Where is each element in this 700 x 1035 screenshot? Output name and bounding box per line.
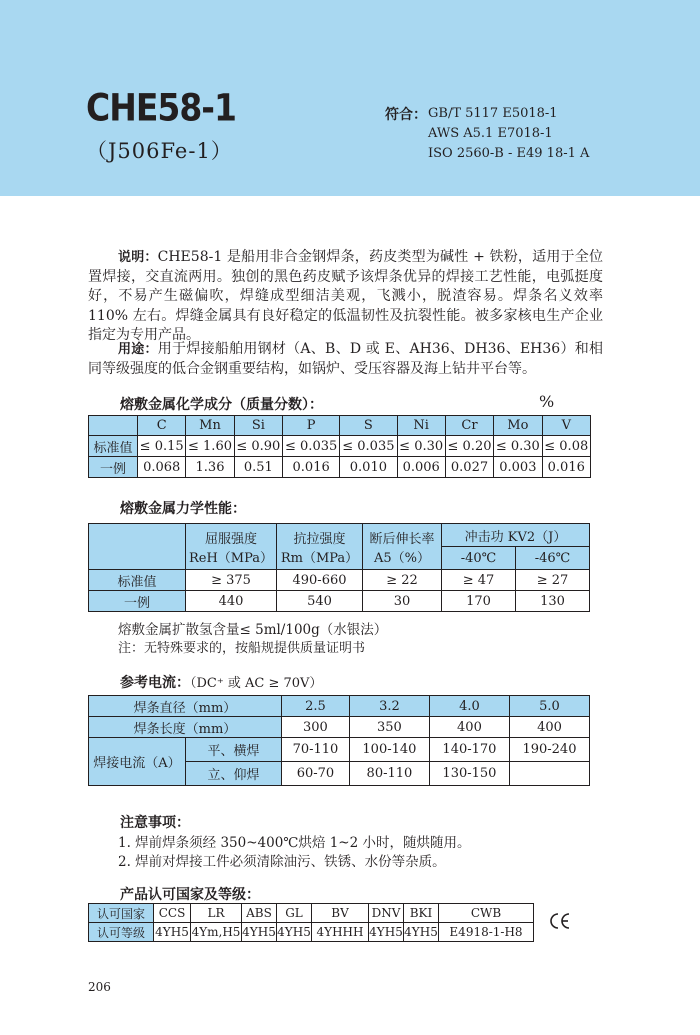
approval-row-label: 认可国家: [89, 904, 154, 923]
note-item: 2. 焊前对焊接工件必须清除油污、铁锈、水份等杂质。: [118, 854, 446, 870]
chem-header-cell: Ni: [397, 416, 445, 436]
position-label: 平、横焊: [186, 738, 282, 762]
chem-table: [88, 415, 591, 478]
country-cell: GL: [277, 904, 312, 923]
mech-row: [89, 570, 590, 591]
mech-header-row: [89, 524, 590, 547]
current-cell: 140-170: [429, 738, 509, 762]
mech-cell: ≥ 47: [442, 570, 516, 591]
notes-title: 注意事项：: [120, 815, 190, 831]
length-label: 焊条长度（mm）: [89, 717, 282, 738]
chem-cell: ≤ 1.60: [186, 436, 234, 457]
conformity-label: 符合：: [385, 107, 427, 123]
header-band: [0, 0, 700, 196]
mech-cell: 130: [516, 591, 590, 612]
chem-cell: ≤ 0.30: [397, 436, 445, 457]
approval-row-label: 认可等级: [89, 923, 154, 942]
mech-table: [88, 523, 590, 612]
chem-header-cell: C: [138, 416, 186, 436]
mech-row-label: 标准值: [89, 570, 186, 591]
chem-title: 熔敷金属化学成分（质量分数）：: [120, 397, 323, 413]
chem-cell: 0.016: [283, 457, 340, 478]
approval-country-row: [89, 904, 534, 923]
chem-cell: 0.010: [340, 457, 397, 478]
chem-cell: 0.003: [494, 457, 542, 478]
approval-table: [88, 903, 534, 942]
mech-cell: 170: [442, 591, 516, 612]
length-row: [89, 717, 590, 738]
ce-mark-icon: [550, 912, 572, 930]
chem-cell: ≤ 0.90: [234, 436, 282, 457]
grade-cell: 4YH5: [154, 923, 191, 942]
length-cell: 300: [281, 717, 349, 738]
impact-temp-header: -46℃: [516, 547, 590, 570]
current-cell: 80-110: [349, 762, 429, 786]
country-cell: BV: [312, 904, 369, 923]
diameter-row: [89, 696, 590, 717]
mech-cell: ≥ 22: [363, 570, 442, 591]
current-table: [88, 695, 590, 786]
chem-cell: ≤ 0.30: [494, 436, 542, 457]
standard-item: ISO 2560-B - E49 18-1 A: [428, 146, 590, 161]
standard-item: GB/T 5117 E5018-1: [428, 106, 558, 121]
country-cell: DNV: [369, 904, 404, 923]
mech-cell: 490-660: [277, 570, 363, 591]
mech-cell: 440: [186, 591, 277, 612]
country-cell: ABS: [242, 904, 277, 923]
certificate-note: 注：无特殊要求的，按船规提供质量证明书: [118, 641, 366, 656]
approval-title: 产品认可国家及等级：: [120, 887, 260, 903]
product-title: CHE58-1: [86, 86, 236, 130]
grade-cell: 4YH5: [277, 923, 312, 942]
chem-cell: ≤ 0.15: [138, 436, 186, 457]
diameter-cell: 5.0: [509, 696, 589, 717]
mech-cell: ≥ 375: [186, 570, 277, 591]
chem-header-cell: Si: [234, 416, 282, 436]
tensile-header: 抗拉强度 Rm（MPa）: [277, 524, 363, 570]
chem-header-cell: Cr: [445, 416, 493, 436]
chem-header-cell: S: [340, 416, 397, 436]
mech-header-blank: [89, 524, 186, 570]
position-label: 立、仰焊: [186, 762, 282, 786]
mech-cell: 540: [277, 591, 363, 612]
mech-cell: 30: [363, 591, 442, 612]
chem-cell: 0.068: [138, 457, 186, 478]
chem-header-cell: Mn: [186, 416, 234, 436]
current-cell: 60-70: [281, 762, 349, 786]
chem-row: [89, 436, 591, 457]
current-cell: 190-240: [509, 738, 589, 762]
hydrogen-note: 熔敷金属扩散氢含量≤ 5ml/100g（水银法）: [118, 622, 388, 638]
chem-cell: 1.36: [186, 457, 234, 478]
grade-cell: 4Ym,H5: [191, 923, 242, 942]
note-item: 1. 焊前焊条须经 350~400℃烘焙 1~2 小时，随烘随用。: [118, 835, 471, 851]
chem-cell: ≤ 0.035: [283, 436, 340, 457]
chem-header-row: [89, 416, 591, 436]
mech-title: 熔敷金属力学性能：: [120, 501, 246, 517]
approval-grade-row: [89, 923, 534, 942]
chem-cell: 0.006: [397, 457, 445, 478]
chem-header-cell: V: [542, 416, 590, 436]
chem-row: [89, 457, 591, 478]
current-cell: 130-150: [429, 762, 509, 786]
chem-cell: ≤ 0.20: [445, 436, 493, 457]
mech-cell: ≥ 27: [516, 570, 590, 591]
standard-item: AWS A5.1 E7018-1: [428, 126, 553, 141]
chem-cell: 0.51: [234, 457, 282, 478]
diameter-cell: 4.0: [429, 696, 509, 717]
chem-row-label: 标准值: [89, 436, 138, 457]
mech-row: [89, 591, 590, 612]
chem-cell: 0.027: [445, 457, 493, 478]
chem-cell: 0.016: [542, 457, 590, 478]
length-cell: 400: [509, 717, 589, 738]
grade-cell: 4YH5: [404, 923, 439, 942]
description-paragraph: [88, 248, 603, 346]
chem-cell: ≤ 0.08: [542, 436, 590, 457]
description-label: 说明：: [118, 250, 158, 265]
current-row: [89, 738, 590, 762]
current-condition: （DC⁺ 或 AC ≥ 70V）: [190, 676, 323, 691]
usage-paragraph: [88, 340, 603, 379]
current-cell: [509, 762, 589, 786]
current-title: 参考电流：（DC⁺ 或 AC ≥ 70V）: [120, 675, 323, 691]
country-cell: CCS: [154, 904, 191, 923]
impact-temp-header: -40℃: [442, 547, 516, 570]
current-cell: 100-140: [349, 738, 429, 762]
country-cell: BKI: [404, 904, 439, 923]
grade-cell: 4YH5: [369, 923, 404, 942]
grade-cell: E4918-1-H8: [439, 923, 534, 942]
page-number: 206: [88, 980, 111, 994]
elongation-header: 断后伸长率 A5（%）: [363, 524, 442, 570]
product-subtitle: （J506Fe-1）: [86, 139, 233, 163]
grade-cell: 4YHHH: [312, 923, 369, 942]
diameter-cell: 3.2: [349, 696, 429, 717]
impact-header: 冲击功 KV2（J）: [442, 524, 590, 547]
length-cell: 400: [429, 717, 509, 738]
chem-header-cell: [89, 416, 138, 436]
usage-label: 用途：: [118, 342, 158, 357]
yield-header: 屈服强度 ReH（MPa）: [186, 524, 277, 570]
chem-row-label: 一例: [89, 457, 138, 478]
length-cell: 350: [349, 717, 429, 738]
usage-text: 用于焊接船舶用钢材（A、B、D 或 E、AH36、DH36、EH36）和相同等级强度的低合金钢重要结构，如锅炉、受压容器及海上钻井平台等。: [88, 341, 603, 377]
description-text: CHE58-1 是船用非合金钢焊条，药皮类型为碱性 + 铁粉，适用于全位置焊接，交直流两用。独创的黑色药皮赋予该焊条优异的焊接工艺性能，电弧挺度好，不易产生磁偏吹，焊缝成型细洁美观，飞溅小，脱渣容易。焊条名义效率 110% 左右。焊缝金属具有良好稳定的低温韧性及抗裂性能。被多家核电生产企业指定为专用产品。: [88, 249, 603, 343]
country-cell: CWB: [439, 904, 534, 923]
mech-row-label: 一例: [89, 591, 186, 612]
chem-cell: ≤ 0.035: [340, 436, 397, 457]
chem-header-cell: P: [283, 416, 340, 436]
country-cell: LR: [191, 904, 242, 923]
current-cell: 70-110: [281, 738, 349, 762]
grade-cell: 4YH5: [242, 923, 277, 942]
diameter-label: 焊条直径（mm）: [89, 696, 282, 717]
current-label: 焊接电流（A）: [89, 738, 186, 786]
chem-unit: %: [539, 392, 555, 411]
diameter-cell: 2.5: [281, 696, 349, 717]
chem-header-cell: Mo: [494, 416, 542, 436]
